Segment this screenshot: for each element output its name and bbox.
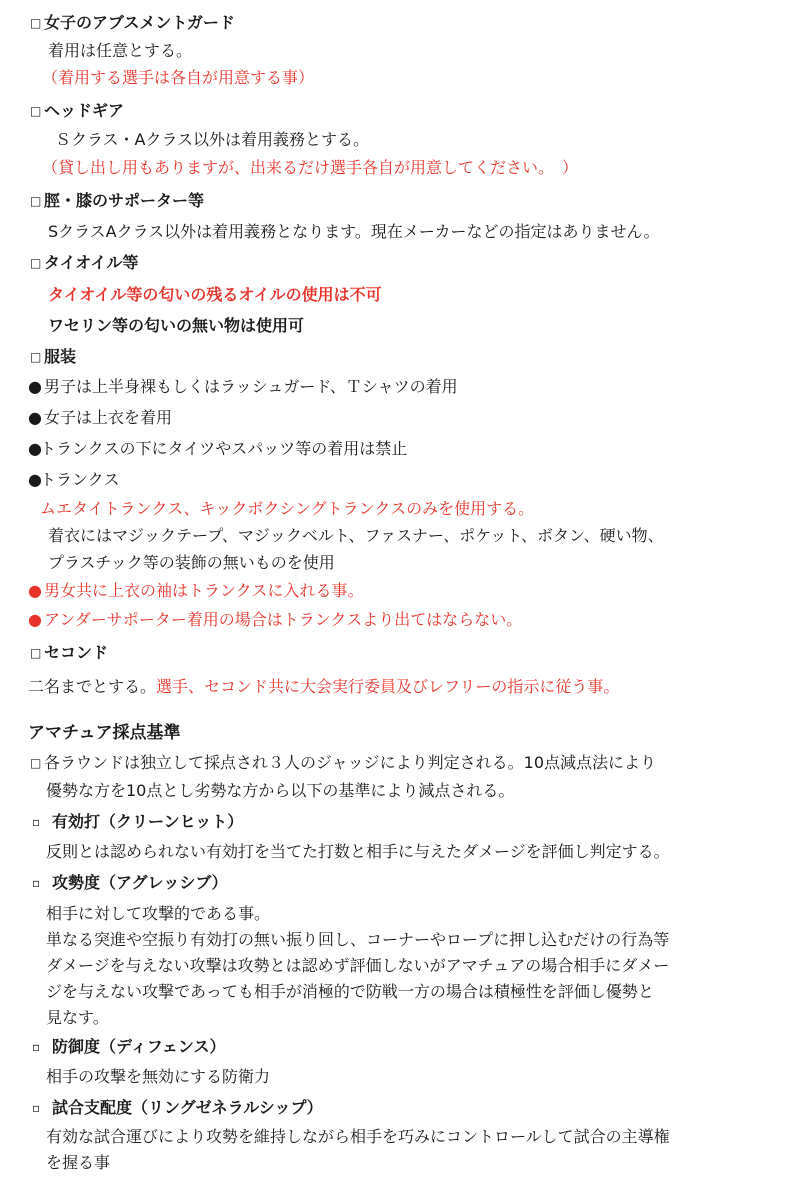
ring-general-text-line1: 有効な試合運びにより攻勢を維持しながら相手を巧みにコントロールして試合の主導権 xyxy=(46,1127,670,1146)
bullet-icon: ● xyxy=(28,581,42,600)
checkbox-icon: □ xyxy=(30,16,42,30)
checkbox-icon: □ xyxy=(30,350,42,364)
criterion-heading-defense: ▫ 防御度（ディフェンス） xyxy=(32,1037,226,1056)
aggression-text-line5: 見なす。 xyxy=(46,1008,109,1027)
section-heading-abs-guard: □ 女子のアブスメントガード xyxy=(30,13,235,32)
criterion-heading-effective-hit: ▫ 有効打（クリーンヒット） xyxy=(32,812,244,831)
oil-prohibited-text: タイオイル等の匂いの残るオイルの使用は不可 xyxy=(48,285,382,304)
criterion-heading-ring-general: ▫ 試合支配度（リングゼネラルシップ） xyxy=(32,1098,323,1117)
checkbox-icon: □ xyxy=(30,104,42,118)
trunks-detail-line2: プラスチック等の装飾の無いものを使用 xyxy=(48,553,335,572)
section-heading-headgear: □ ヘッドギア xyxy=(30,101,125,120)
small-checkbox-icon: ▫ xyxy=(32,1040,41,1054)
supporter-text: SクラスAクラス以外は着用義務となります。現在メーカーなどの指定はありません。 xyxy=(48,222,660,241)
trunks-requirement-note: ムエタイトランクス、キックボクシングトランクスのみを使用する。 xyxy=(40,499,535,518)
checkbox-icon: □ xyxy=(30,194,42,208)
scoring-intro-line1: □ 各ラウンドは独立して採点され３人のジャッジにより判定される。10点減点法により xyxy=(30,753,657,772)
checkbox-icon: □ xyxy=(30,256,42,270)
bullet-icon: ● xyxy=(28,377,42,396)
trunks-detail-line1: 着衣にはマジックテープ、マジックベルト、ファスナー、ポケット、ボタン、硬い物、 xyxy=(48,526,664,545)
clothing-bullet-men: ● 男子は上半身裸もしくはラッシュガード、Ｔシャツの着用 xyxy=(28,377,458,396)
small-checkbox-icon: ▫ xyxy=(32,876,41,890)
clothing-red-bullet-undersupporter: ● アンダーサポーター着用の場合はトランクスより出てはならない。 xyxy=(28,610,523,629)
checkbox-icon: □ xyxy=(30,756,42,770)
clothing-bullet-women: ● 女子は上衣を着用 xyxy=(28,408,173,427)
aggression-text-line2: 単なる突進や空振り有効打の無い振り回し、コーナーやロープに押し込むだけの行為等 xyxy=(46,930,670,949)
section-heading-second: □ セコンド xyxy=(30,643,109,662)
small-checkbox-icon: ▫ xyxy=(32,1101,41,1115)
headgear-text: Ｓクラス・Aクラス以外は着用義務とする。 xyxy=(55,130,369,149)
ring-general-text-line2: を握る事 xyxy=(46,1153,111,1172)
aggression-text-line1: 相手に対して攻撃的である事。 xyxy=(46,904,271,923)
section-heading-supporter: □ 脛・膝のサポーター等 xyxy=(30,191,205,210)
defense-text: 相手の攻撃を無効にする防衛力 xyxy=(46,1067,271,1086)
section-heading-clothing: □ 服装 xyxy=(30,347,77,366)
scoring-heading: アマチュア採点基準 xyxy=(28,723,181,743)
section-heading-oil: □ タイオイル等 xyxy=(30,253,139,272)
bullet-icon: ● xyxy=(28,470,42,489)
criterion-heading-aggression: ▫ 攻勢度（アグレッシブ） xyxy=(32,873,228,892)
abs-guard-text: 着用は任意とする。 xyxy=(48,41,193,60)
abs-guard-note: （着用する選手は各自が用意する事） xyxy=(42,68,315,87)
aggression-text-line4: ジを与えない攻撃であっても相手が消極的で防戦一方の場合は積極性を評価し優勢と xyxy=(46,982,654,1001)
clothing-bullet-tights: ●トランクスの下にタイツやスパッツ等の着用は禁止 xyxy=(28,439,408,458)
oil-allowed-text: ワセリン等の匂いの無い物は使用可 xyxy=(48,316,305,335)
headgear-note: （貸し出し用もありますが、出来るだけ選手各自が用意してください。 ） xyxy=(42,158,579,177)
bullet-icon: ● xyxy=(28,439,42,458)
scoring-intro-line2: 優勢な方を10点とし劣勢な方から以下の基準により減点される。 xyxy=(46,781,515,800)
bullet-icon: ● xyxy=(28,408,42,427)
clothing-red-bullet-sleeves: ● 男女共に上衣の袖はトランクスに入れる事。 xyxy=(28,581,364,600)
clothing-bullet-trunks: ●トランクス xyxy=(28,470,120,489)
effective-hit-text: 反則とは認められない有効打を当てた打数と相手に与えたダメージを評価し判定する。 xyxy=(46,842,670,861)
aggression-text-line3: ダメージを与えない攻撃は攻勢とは認めず評価しないがアマチュアの場合相手にダメー xyxy=(46,956,670,975)
bullet-icon: ● xyxy=(28,610,42,629)
second-text: 二名までとする。選手、セコンド共に大会実行委員及びレフリーの指示に従う事。 xyxy=(28,677,620,696)
checkbox-icon: □ xyxy=(30,646,42,660)
small-checkbox-icon: ▫ xyxy=(32,815,41,829)
